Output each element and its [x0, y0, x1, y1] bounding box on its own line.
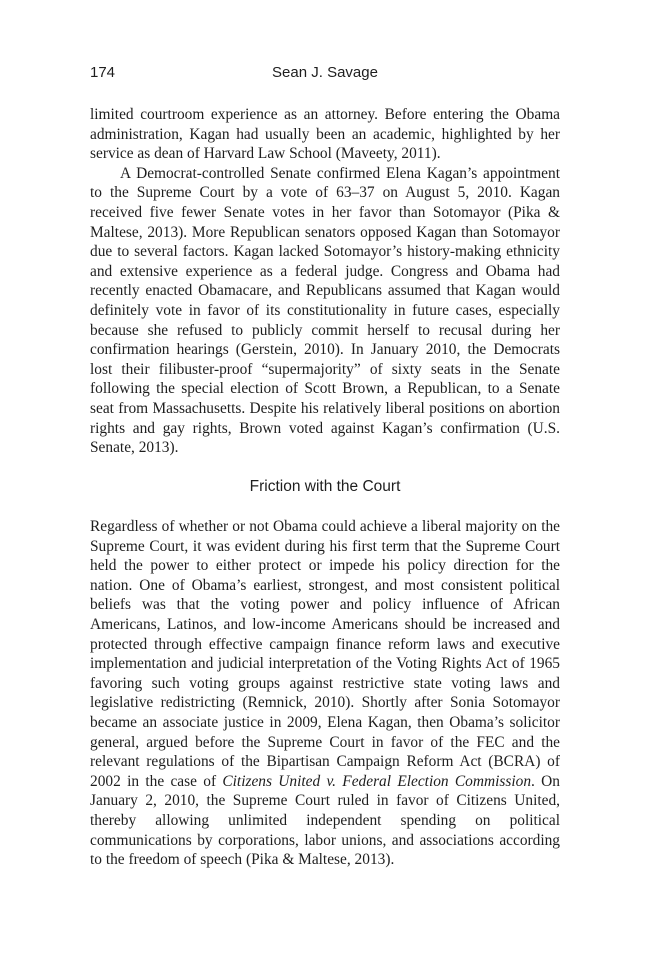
- paragraph-friction: [90, 517, 560, 870]
- page-number: 174: [90, 64, 116, 81]
- page-header: [90, 64, 560, 84]
- section-heading: Friction with the Court: [249, 478, 401, 495]
- running-head-author: Sean J. Savage: [272, 64, 378, 81]
- paragraph-text-part-1: Regardless of whether or not Obama could achieve a liberal majority on the Supreme Court, it was evident during his first term that the Supreme Court held the power to either protect or impede his policy direction for the nation. One of Obama’s earliest, strongest, and most consistent political beliefs was that the voting power and policy influence of African Americans, Latinos, and low-income Americans should be increased and protected through effective campaign finance reform laws and executive implementation and judicial interpretation of the Voting Rights Act of 1965 favoring such voting groups against restrictive state voting laws and legislative redistricting (Remnick, 2010). Shortly after Sonia Sotomayor became an associate justice in 2009, Elena Kagan, then Obama’s solicitor general, argued before the Supreme Court in favor of the FEC and the relevant regulations of the Bipartisan Campaign Reform Act (BCRA) of 2002 in the case of: [90, 518, 560, 790]
- paragraph-continued: limited courtroom experience as an attorney. Before entering the Obama administration, Kagan had usually been an academic, highlighted by her service as dean of Harvard Law School (Maveety, 2011).: [90, 106, 560, 163]
- case-name-italic: Citizens United v. Federal Election Commission: [222, 772, 532, 790]
- paragraph-kagan-confirmation: A Democrat-controlled Senate confirmed Elena Kagan’s appointment to the Supreme Court by a vote of 63–37 on August 5, 2010. Kagan received five fewer Senate votes in her favor than Sotomayor (Pika & Maltese, 2013). More Republican senators opposed Kagan than Sotomayor due to several factors. Kagan lacked Sotomayor’s history-making ethnicity and extensive experience as a federal judge. Congress and Obama had recently enacted Obamacare, and Republicans assumed that Kagan would definitely vote in favor of its constitutionality in future cases, especially because she refused to publicly commit herself to recusal during her confirmation hearings (Gerstein, 2010). In January 2010, the Democrats lost their filibuster-proof “supermajority” of sixty seats in the Senate following the special election of Scott Brown, a Republican, to a Senate seat from Massachusetts. Despite his relatively liberal positions on abortion rights and gay rights, Brown voted against Kagan’s confirmation (U.S. Senate, 2013).: [90, 164, 560, 457]
- body-text-top: [90, 105, 560, 458]
- body-text-section: [90, 517, 560, 870]
- paragraph-text-part-2: . On January 2, 2010, the Supreme Court ruled in favor of Citizens United, thereby allowing unlimited independent spending on political communications by corporations, labor unions, and associations according to the freedom of speech (Pika & Maltese, 2013).: [90, 772, 560, 869]
